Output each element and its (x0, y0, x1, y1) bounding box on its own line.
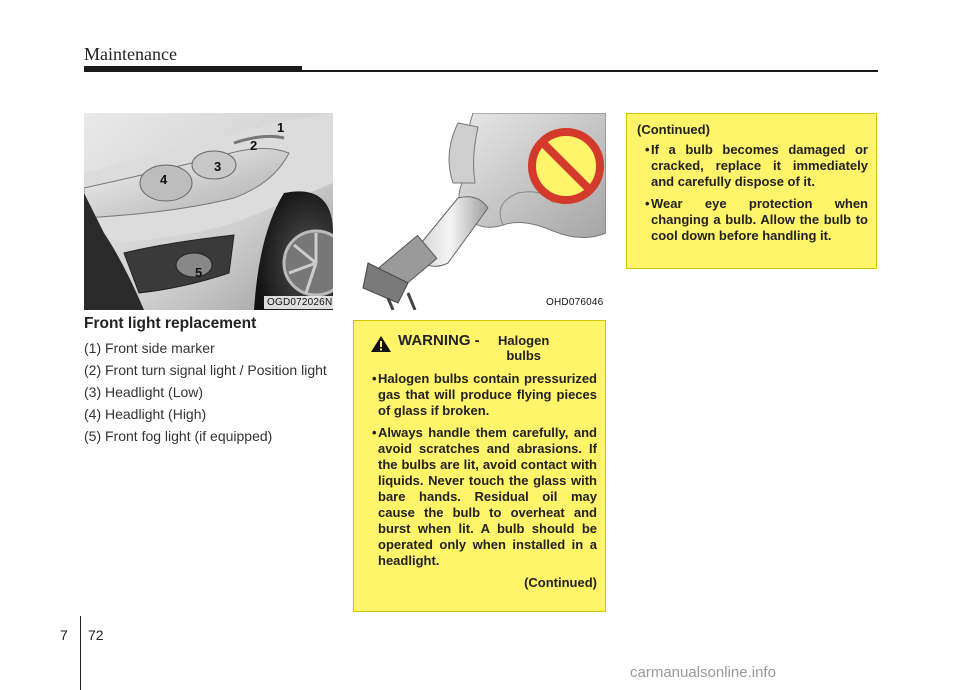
chapter-number: 7 (60, 627, 68, 643)
figure-code-right: OHD076046 (543, 296, 606, 309)
page-number-divider (80, 616, 81, 690)
figure-code-left: OGD072026N (264, 296, 333, 309)
page-number: 72 (88, 627, 104, 643)
continued-heading: (Continued) (637, 122, 710, 137)
section-title: Front light replacement (84, 315, 257, 332)
headlight-illustration (84, 113, 333, 310)
list-item: • Always handle them carefully, and avoid scratches and abrasions. If the bulbs are lit, avoid contact with liquids. Never touch the glass with bare hands. Residual oil may cause the bulb to overheat and burst when lit. A bulb should be operated only when installed in a headlight. (362, 425, 597, 569)
callout-4: 4 (160, 172, 168, 187)
callout-3: 3 (214, 159, 222, 174)
warning-box (353, 320, 606, 612)
bulb-figure (353, 113, 606, 310)
list-item: (4) Headlight (High) (84, 406, 207, 422)
headlight-figure (84, 113, 333, 310)
header-rule (302, 70, 878, 72)
warning-triangle-icon (370, 335, 392, 353)
bulb-illustration (353, 113, 606, 310)
callout-1: 1 (277, 120, 285, 135)
header-bar (84, 66, 302, 72)
parts-list (84, 340, 334, 450)
warning-list (362, 371, 597, 569)
caution-list (635, 142, 868, 244)
continued-label: (Continued) (524, 575, 597, 590)
header-title: Maintenance (84, 44, 177, 64)
list-item: (5) Front fog light (if equipped) (84, 428, 273, 444)
list-item: • If a bulb becomes damaged or cracked, replace it immediately and carefully dispose of it. (635, 142, 868, 190)
watermark: carmanualsonline.info (630, 664, 776, 681)
callout-2: 2 (250, 138, 258, 153)
list-item: (2) Front turn signal light / Position light (84, 362, 327, 378)
list-item: • Halogen bulbs contain pressurized gas that will produce flying pieces of glass if broken. (362, 371, 597, 419)
warning-subtitle: Halogen bulbs (498, 333, 550, 363)
warning-header (362, 333, 597, 363)
callout-5: 5 (195, 265, 203, 280)
caution-continued-box (626, 113, 877, 269)
list-item: (3) Headlight (Low) (84, 384, 204, 400)
list-item: • Wear eye protection when changing a bulb. Allow the bulb to cool down before handling it. (635, 196, 868, 244)
list-item: (1) Front side marker (84, 340, 215, 356)
warning-label: WARNING - (398, 332, 480, 349)
